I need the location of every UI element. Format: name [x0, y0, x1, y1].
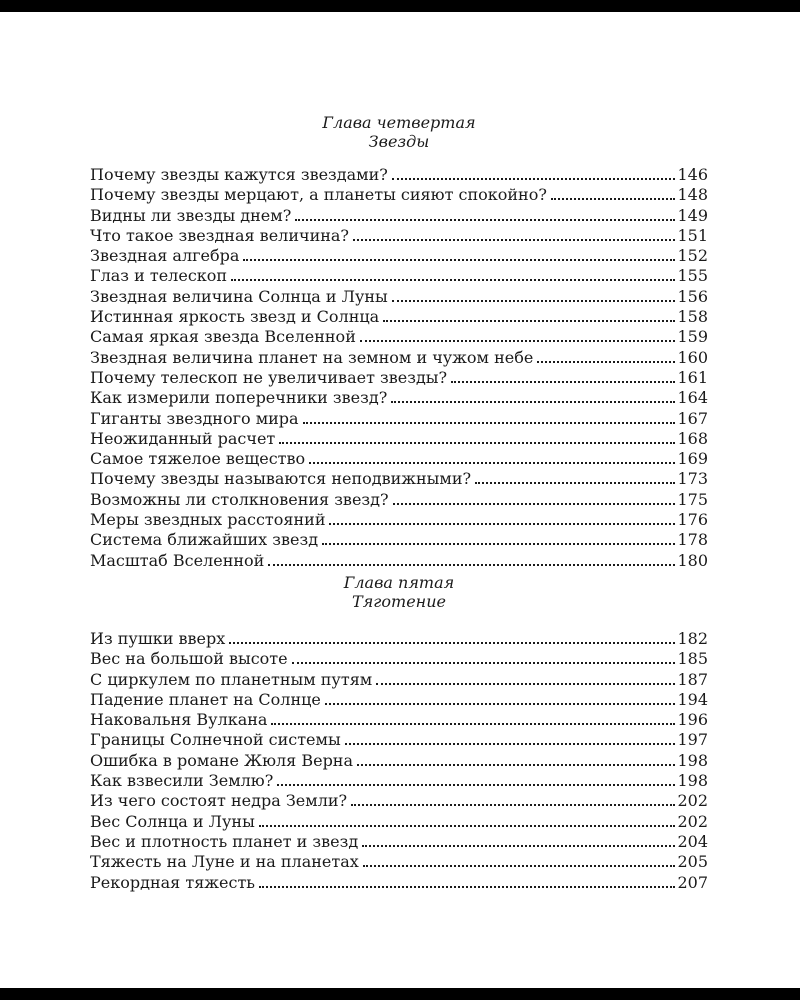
toc-entry: [90, 287, 708, 307]
dot-leader: [309, 461, 675, 464]
dot-leader: [351, 803, 675, 806]
dot-leader: [345, 742, 676, 745]
toc-entry-page: 164: [677, 388, 708, 408]
toc-entry-title: Рекордная тяжесть: [90, 872, 255, 892]
toc-entry-title: Как взвесили Землю?: [90, 771, 274, 791]
dot-leader: [325, 702, 676, 705]
chapter-section: [90, 113, 708, 571]
toc-entry: [90, 469, 708, 489]
toc-entry-page: 168: [677, 428, 708, 448]
dot-leader: [229, 641, 675, 644]
dot-leader: [259, 824, 676, 827]
toc-entry-page: 167: [677, 408, 708, 428]
dot-leader: [243, 258, 675, 261]
toc-entry: [90, 429, 708, 449]
toc-entry: [90, 266, 708, 286]
dot-leader: [322, 542, 675, 545]
toc-entry-title: Самая яркая звезда Вселенной: [90, 327, 356, 347]
toc-entry-page: 159: [677, 327, 708, 347]
dot-leader: [303, 421, 676, 424]
toc-entry-page: 187: [677, 669, 708, 689]
toc-entry-title: Глаз и телескоп: [90, 266, 228, 286]
dot-leader: [376, 682, 675, 685]
toc-entry: [90, 730, 708, 750]
toc-entry-page: 160: [677, 347, 708, 367]
toc-entry: [90, 185, 708, 205]
dot-leader: [362, 844, 675, 847]
toc-entry-title: Система ближайших звезд: [90, 530, 319, 550]
toc-entry-page: 207: [677, 872, 708, 892]
toc-entry-page: 185: [677, 649, 708, 669]
toc-entry: [90, 246, 708, 266]
toc-entry-title: С циркулем по планетным путям: [90, 669, 373, 689]
toc-entry-title: Из чего состоят недра Земли?: [90, 791, 348, 811]
dot-leader: [271, 722, 675, 725]
toc-entry-title: Вес и плотность планет и звезд: [90, 831, 359, 851]
toc-entry: [90, 649, 708, 669]
toc-entry-page: 178: [677, 530, 708, 550]
toc-entry-page: 149: [677, 205, 708, 225]
toc-entry-title: Тяжесть на Луне и на планетах: [90, 852, 359, 872]
toc-entry-page: 202: [677, 811, 708, 831]
toc-entry-title: Видны ли звезды днем?: [90, 205, 292, 225]
dot-leader: [279, 441, 675, 444]
toc-entry-title: Меры звездных расстояний: [90, 510, 326, 530]
toc-entry: [90, 852, 708, 872]
toc-entry-title: Почему звезды называются неподвижными?: [90, 469, 472, 489]
dot-leader: [268, 563, 675, 566]
toc-entry-page: 182: [677, 629, 708, 648]
toc-entry: [90, 510, 708, 530]
toc-entry-page: 146: [677, 165, 708, 184]
dot-leader: [295, 218, 675, 221]
toc-entry: [90, 710, 708, 730]
dot-leader: [353, 238, 675, 241]
toc-entry-title: Звездная величина Солнца и Луны: [90, 286, 388, 306]
toc-entry: [90, 791, 708, 811]
toc-entry: [90, 690, 708, 710]
toc-entry: [90, 771, 708, 791]
toc-entry: [90, 368, 708, 388]
toc-entry-title: Истинная яркость звезд и Солнца: [90, 307, 380, 327]
dot-leader: [392, 177, 676, 180]
toc-entry: [90, 490, 708, 510]
toc-entry-page: 194: [677, 689, 708, 709]
toc-entry-title: Вес Солнца и Луны: [90, 811, 255, 831]
toc-entry: [90, 226, 708, 246]
toc-entry: [90, 409, 708, 429]
dot-leader: [277, 783, 675, 786]
toc-entry-page: 156: [677, 286, 708, 306]
toc-entry: [90, 751, 708, 771]
toc-entry: [90, 165, 708, 185]
dot-leader: [363, 864, 676, 867]
dot-leader: [393, 502, 676, 505]
chapter-section: [90, 573, 708, 893]
toc-entry-page: 158: [677, 307, 708, 327]
dot-leader: [537, 360, 675, 363]
dot-leader: [329, 522, 675, 525]
toc-entry-title: Почему звезды кажутся звездами?: [90, 165, 388, 184]
toc-entry-title: Возможны ли столкновения звезд?: [90, 489, 389, 509]
toc-entry-title: Самое тяжелое вещество: [90, 449, 306, 469]
toc-entry: [90, 307, 708, 327]
toc-entry-title: Гиганты звездного мира: [90, 408, 299, 428]
chapter-label: Глава пятая: [343, 573, 455, 592]
book-page: [0, 12, 800, 988]
toc-entry: [90, 629, 708, 649]
toc-entry-page: 180: [677, 550, 708, 570]
dot-leader: [475, 481, 675, 484]
toc-entry-title: Наковальня Вулкана: [90, 710, 268, 730]
toc-list: [90, 629, 708, 893]
toc-entry-title: Почему звезды мерцают, а планеты сияют спокойно?: [90, 185, 547, 205]
toc-entry-page: 173: [677, 469, 708, 489]
toc-entry-page: 175: [677, 489, 708, 509]
chapter-label: Глава четвертая: [322, 113, 476, 132]
toc-entry-page: 198: [677, 771, 708, 791]
toc-entry: [90, 348, 708, 368]
toc-entry: [90, 551, 708, 571]
dot-leader: [392, 299, 676, 302]
toc-entry-page: 155: [677, 266, 708, 286]
toc-entry-page: 205: [677, 852, 708, 872]
toc-entry-title: Падение планет на Солнце: [90, 689, 321, 709]
dot-leader: [391, 400, 675, 403]
toc-entry: [90, 388, 708, 408]
dot-leader: [231, 278, 675, 281]
toc-entry-title: Как измерили поперечники звезд?: [90, 388, 388, 408]
toc-entry: [90, 832, 708, 852]
toc-entry-page: 151: [677, 225, 708, 245]
toc-entry-page: 176: [677, 510, 708, 530]
toc-entry-title: Из пушки вверх: [90, 629, 226, 648]
toc-entry-title: Вес на большой высоте: [90, 649, 288, 669]
toc-entry: [90, 873, 708, 893]
toc-list: [90, 165, 708, 571]
toc-entry: [90, 449, 708, 469]
toc-entry-page: 202: [677, 791, 708, 811]
chapter-title: Звезды: [368, 132, 430, 151]
dot-leader: [357, 763, 675, 766]
toc-entry-title: Неожиданный расчет: [90, 428, 276, 448]
toc-entry-title: Масштаб Вселенной: [90, 550, 265, 570]
dot-leader: [360, 339, 676, 342]
dot-leader: [383, 319, 675, 322]
chapter-heading: [90, 113, 708, 151]
dot-leader: [451, 380, 675, 383]
toc-entry: [90, 206, 708, 226]
toc-entry-title: Ошибка в романе Жюля Верна: [90, 750, 354, 770]
toc-entry: [90, 327, 708, 347]
chapter-heading: [90, 573, 708, 611]
toc-entry: [90, 670, 708, 690]
toc-entry-title: Звездная величина планет на земном и чужом небе: [90, 347, 534, 367]
toc-entry-title: Что такое звездная величина?: [90, 225, 350, 245]
dot-leader: [551, 197, 676, 200]
toc-entry: [90, 812, 708, 832]
toc-entry-page: 197: [677, 730, 708, 750]
toc-entry-title: Границы Солнечной системы: [90, 730, 341, 750]
toc-entry-page: 198: [677, 750, 708, 770]
dot-leader: [292, 661, 676, 664]
toc-entry-page: 161: [677, 367, 708, 387]
toc-entry-page: 169: [677, 449, 708, 469]
chapter-title: Тяготение: [352, 592, 446, 611]
toc-entry-title: Звездная алгебра: [90, 246, 240, 266]
toc-entry-page: 196: [677, 710, 708, 730]
toc-entry-page: 152: [677, 246, 708, 266]
toc-entry-page: 204: [677, 831, 708, 851]
toc-entry: [90, 530, 708, 550]
toc-entry-title: Почему телескоп не увеличивает звезды?: [90, 367, 448, 387]
toc-entry-page: 148: [677, 185, 708, 205]
dot-leader: [259, 885, 675, 888]
